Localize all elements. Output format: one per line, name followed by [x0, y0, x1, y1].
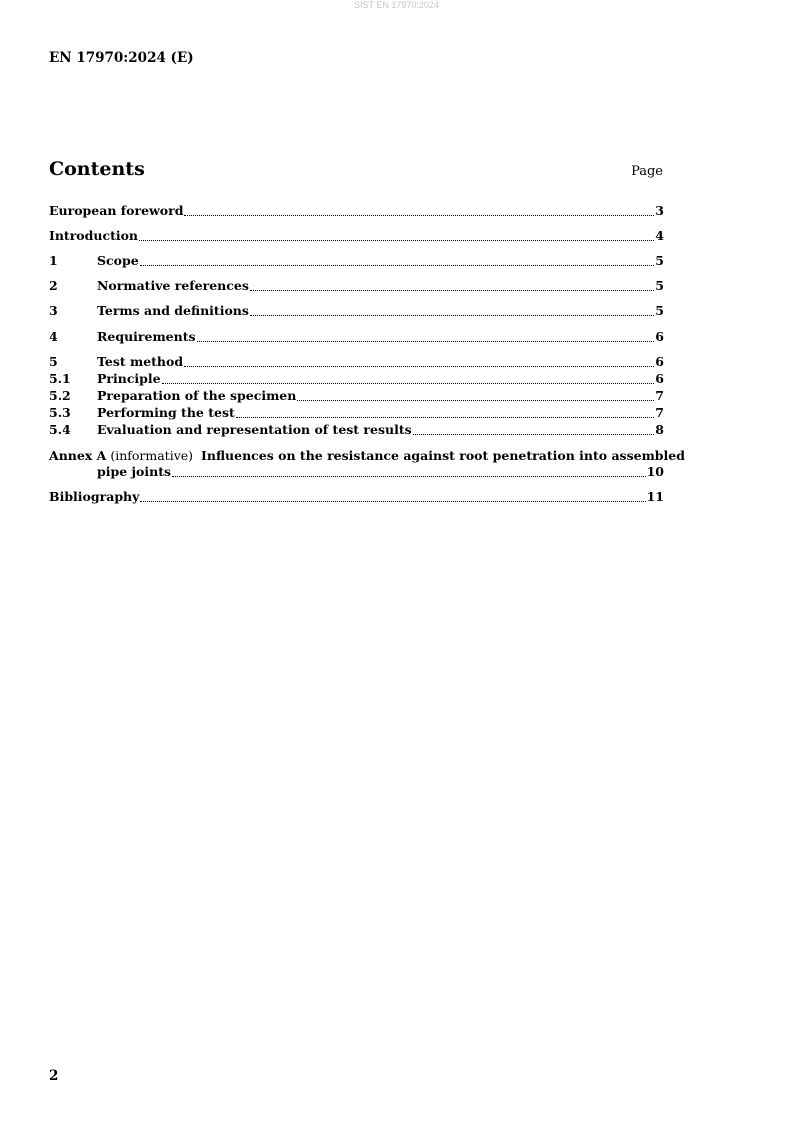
- toc-entry-page: 5: [655, 278, 664, 293]
- toc-leader-dots: [236, 416, 655, 418]
- toc-entry-page: 8: [655, 422, 664, 437]
- toc-leader-dots: [140, 500, 645, 502]
- toc-entry-page: 5: [655, 303, 664, 318]
- toc-entry-title: Test method: [97, 354, 184, 369]
- toc-entry-test-method[interactable]: [49, 354, 664, 370]
- toc-entry-evaluation-of-results[interactable]: [49, 422, 664, 438]
- toc-entry-title: Terms and definitions: [97, 303, 249, 318]
- toc-entry-bibliography[interactable]: [49, 489, 664, 505]
- toc-leader-dots: [250, 289, 654, 291]
- toc-leader-dots: [297, 399, 654, 401]
- page-number: 2: [49, 1068, 59, 1084]
- toc-entry-page: 5: [655, 253, 664, 268]
- toc-leader-dots: [140, 264, 655, 266]
- toc-entry-title: Performing the test: [97, 405, 235, 420]
- toc-entry-number: 5.3: [49, 405, 71, 420]
- toc-entry-performing-the-test[interactable]: [49, 405, 664, 421]
- toc-entry-number: 3: [49, 303, 58, 318]
- toc-entry-number: 5.1: [49, 371, 71, 386]
- toc-entry-title: Evaluation and representation of test results: [97, 422, 412, 437]
- document-id: EN 17970:2024 (E): [49, 50, 194, 66]
- page-column-label: Page: [631, 164, 663, 179]
- toc-entry-normative-references[interactable]: [49, 278, 664, 294]
- toc-leader-dots: [139, 239, 654, 241]
- annex-label: Annex A: [49, 448, 107, 463]
- toc-entry-principle[interactable]: [49, 371, 664, 387]
- toc-entry-page: 3: [655, 203, 664, 218]
- toc-entry-page: 6: [655, 371, 664, 386]
- toc-entry-title: Requirements: [97, 329, 196, 344]
- toc-entry-number: 5.2: [49, 388, 71, 403]
- watermark: SIST EN 17970:2024: [354, 0, 439, 10]
- toc-leader-dots: [184, 214, 654, 216]
- toc-entry-page: 6: [655, 329, 664, 344]
- toc-entry-title: European foreword: [49, 203, 184, 218]
- toc-leader-dots: [197, 340, 655, 342]
- toc-leader-dots: [172, 475, 646, 477]
- toc-entry-page: 7: [655, 388, 664, 403]
- toc-entry-requirements[interactable]: [49, 329, 664, 345]
- toc-entry-number: 5.4: [49, 422, 71, 437]
- toc-entry-title: Bibliography: [49, 489, 140, 504]
- toc-entry-title: Normative references: [97, 278, 249, 293]
- toc-entry-introduction[interactable]: [49, 228, 664, 244]
- contents-heading: Contents: [49, 158, 145, 180]
- toc-entry-title: Preparation of the specimen: [97, 388, 297, 403]
- toc-entry-number: 1: [49, 253, 58, 268]
- annex-qualifier: (informative): [110, 448, 194, 463]
- toc-entry-page: 6: [655, 354, 664, 369]
- toc-entry-foreword[interactable]: [49, 203, 664, 219]
- toc-leader-dots: [413, 433, 655, 435]
- toc-entry-preparation-of-specimen[interactable]: [49, 388, 664, 404]
- toc-entry-page: 11: [646, 489, 664, 504]
- toc-entry-annex-a-continued[interactable]: [97, 464, 664, 480]
- toc-entry-page: 4: [655, 228, 664, 243]
- toc-leader-dots: [250, 314, 654, 316]
- toc-entry-number: 5: [49, 354, 58, 369]
- toc-leader-dots: [184, 365, 654, 367]
- toc-entry-number: 2: [49, 278, 58, 293]
- toc-entry-title: Principle: [97, 371, 161, 386]
- annex-title-line1: Influences on the resistance against root penetration into assembled: [201, 448, 685, 463]
- toc-entry-scope[interactable]: [49, 253, 664, 269]
- toc-entry-number: 4: [49, 329, 58, 344]
- toc-entry-page: 7: [655, 405, 664, 420]
- toc-entry-title: Scope: [97, 253, 139, 268]
- toc-entry-title: Introduction: [49, 228, 139, 243]
- toc-entry-page: 10: [646, 464, 664, 479]
- annex-title-line2: pipe joints: [97, 464, 172, 479]
- toc-leader-dots: [162, 382, 655, 384]
- toc-entry-annex-a[interactable]: [49, 448, 685, 464]
- toc-entry-terms-and-definitions[interactable]: [49, 303, 664, 319]
